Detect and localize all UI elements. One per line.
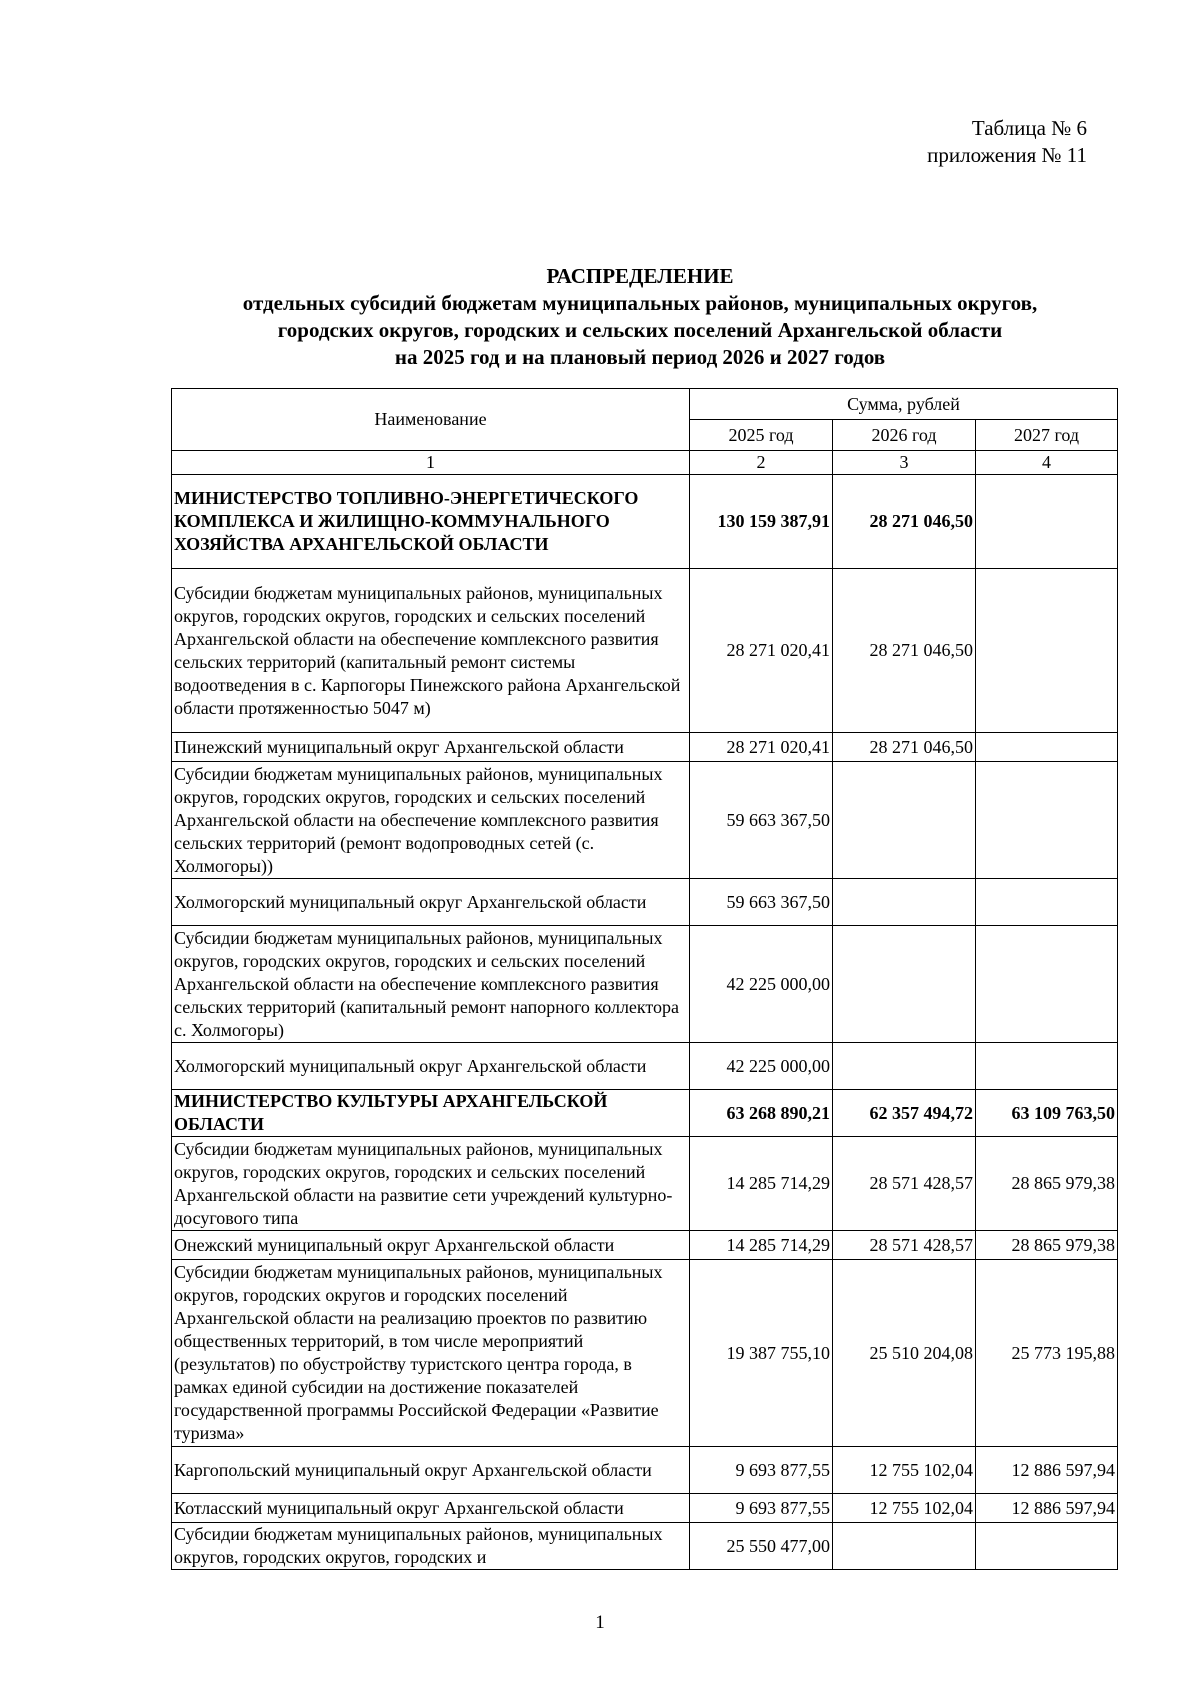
row-2025: 14 285 714,29 — [690, 1231, 833, 1260]
table-row — [172, 1260, 1118, 1447]
row-2026 — [833, 762, 976, 879]
table-row — [172, 1090, 1118, 1137]
document-subtitle-2: городских округов, городских и сельских поселений Архангельской области — [277, 318, 1003, 342]
row-2025: 42 225 000,00 — [690, 926, 833, 1043]
row-2026: 12 755 102,04 — [833, 1494, 976, 1523]
table-row — [172, 879, 1118, 926]
document-title: РАСПРЕДЕЛЕНИЕ — [546, 264, 734, 288]
ref-line-2: приложения № 11 — [927, 143, 1087, 167]
row-2025: 9 693 877,55 — [690, 1494, 833, 1523]
row-name: Субсидии бюджетам муниципальных районов, муниципальных округов, городских округов, городских и сельских поселений Архангельской области на развитие сети учреждений культурно-досугового типа — [172, 1137, 690, 1231]
row-name: Субсидии бюджетам муниципальных районов, муниципальных округов, городских округов, городских и сельских поселений Архангельской области на обеспечение комплексного развития сельских территорий (капитальный ремонт напорного коллектора с. Холмогоры) — [172, 926, 690, 1043]
document-subtitle-3: на 2025 год и на плановый период 2026 и 2027 годов — [394, 345, 886, 369]
row-name: Пинежский муниципальный округ Архангельской области — [172, 733, 690, 762]
table-row — [172, 1231, 1118, 1260]
row-2027 — [976, 1523, 1118, 1570]
row-2025: 19 387 755,10 — [690, 1260, 833, 1447]
row-name: Котласский муниципальный округ Архангельской области — [172, 1494, 690, 1523]
table-row — [172, 1043, 1118, 1090]
row-2025: 9 693 877,55 — [690, 1447, 833, 1494]
row-name: Субсидии бюджетам муниципальных районов, муниципальных округов, городских округов и городских поселений Архангельской области на реализацию проектов по развитию общественных территорий, в том числе мероприятий (результатов) по обустройству туристского центра города, в рамках единой субсидии на достижение показателей государственной программы Российской Федерации «Развитие туризма» — [172, 1260, 690, 1447]
row-2025: 14 285 714,29 — [690, 1137, 833, 1231]
row-2027 — [976, 569, 1118, 733]
row-2025: 28 271 020,41 — [690, 733, 833, 762]
row-2025: 28 271 020,41 — [690, 569, 833, 733]
row-2025: 59 663 367,50 — [690, 762, 833, 879]
row-2026 — [833, 1523, 976, 1570]
table-row — [172, 1447, 1118, 1494]
index-col-3: 3 — [833, 451, 976, 475]
row-2025: 59 663 367,50 — [690, 879, 833, 926]
document-heading — [170, 263, 1110, 371]
index-col-1: 1 — [172, 451, 690, 475]
table-row — [172, 569, 1118, 733]
row-2027 — [976, 1043, 1118, 1090]
row-2027 — [976, 926, 1118, 1043]
row-name: Онежский муниципальный округ Архангельской области — [172, 1231, 690, 1260]
row-2027: 25 773 195,88 — [976, 1260, 1118, 1447]
row-2026: 12 755 102,04 — [833, 1447, 976, 1494]
row-2026: 62 357 494,72 — [833, 1090, 976, 1137]
row-2025: 25 550 477,00 — [690, 1523, 833, 1570]
row-name: Холмогорский муниципальный округ Архангельской области — [172, 1043, 690, 1090]
distribution-table — [171, 388, 1118, 1570]
header-sum: Сумма, рублей — [690, 389, 1118, 420]
row-2025: 130 159 387,91 — [690, 475, 833, 569]
index-col-2: 2 — [690, 451, 833, 475]
row-2025: 42 225 000,00 — [690, 1043, 833, 1090]
row-2026: 28 271 046,50 — [833, 733, 976, 762]
row-name: Субсидии бюджетам муниципальных районов, муниципальных округов, городских округов, городских и сельских поселений Архангельской области на обеспечение комплексного развития сельских территорий (ремонт водопроводных сетей (с. Холмогоры)) — [172, 762, 690, 879]
table-row — [172, 1137, 1118, 1231]
row-name: Субсидии бюджетам муниципальных районов, муниципальных округов, городских округов, городских и — [172, 1523, 690, 1570]
row-2027: 12 886 597,94 — [976, 1447, 1118, 1494]
row-2026 — [833, 1043, 976, 1090]
ref-line-1: Таблица № 6 — [971, 116, 1087, 140]
row-2027: 28 865 979,38 — [976, 1137, 1118, 1231]
row-name: Субсидии бюджетам муниципальных районов, муниципальных округов, городских округов, городских и сельских поселений Архангельской области на обеспечение комплексного развития сельских территорий (капитальный ремонт системы водоотведения в с. Карпогоры Пинежского района Архангельской области протяженностью 5047 м) — [172, 569, 690, 733]
row-2027 — [976, 879, 1118, 926]
row-name: Холмогорский муниципальный округ Архангельской области — [172, 879, 690, 926]
table-header-row — [172, 389, 1118, 420]
row-2026: 28 571 428,57 — [833, 1231, 976, 1260]
row-2026: 28 571 428,57 — [833, 1137, 976, 1231]
table-row — [172, 475, 1118, 569]
table-row — [172, 1494, 1118, 1523]
row-2027 — [976, 762, 1118, 879]
table-row — [172, 926, 1118, 1043]
table-row — [172, 733, 1118, 762]
header-year-2027: 2027 год — [976, 420, 1118, 451]
index-col-4: 4 — [976, 451, 1118, 475]
table-reference — [927, 115, 1087, 169]
table-index-row — [172, 451, 1118, 475]
row-2025: 63 268 890,21 — [690, 1090, 833, 1137]
row-2026 — [833, 879, 976, 926]
row-name: Каргопольский муниципальный округ Архангельской области — [172, 1447, 690, 1494]
row-2027 — [976, 733, 1118, 762]
document-subtitle-1: отдельных субсидий бюджетам муниципальных районов, муниципальных округов, — [242, 291, 1038, 315]
row-2026: 28 271 046,50 — [833, 569, 976, 733]
table-row — [172, 1523, 1118, 1570]
row-2026: 28 271 046,50 — [833, 475, 976, 569]
row-2027: 28 865 979,38 — [976, 1231, 1118, 1260]
header-year-2025: 2025 год — [690, 420, 833, 451]
row-name: МИНИСТЕРСТВО КУЛЬТУРЫ АРХАНГЕЛЬСКОЙ ОБЛАСТИ — [172, 1090, 690, 1137]
row-2026: 25 510 204,08 — [833, 1260, 976, 1447]
header-year-2026: 2026 год — [833, 420, 976, 451]
row-2027: 63 109 763,50 — [976, 1090, 1118, 1137]
row-2027: 12 886 597,94 — [976, 1494, 1118, 1523]
header-name: Наименование — [172, 389, 690, 451]
table-row — [172, 762, 1118, 879]
page-number: 1 — [595, 1612, 605, 1633]
row-2027 — [976, 475, 1118, 569]
row-2026 — [833, 926, 976, 1043]
row-name: МИНИСТЕРСТВО ТОПЛИВНО-ЭНЕРГЕТИЧЕСКОГО КОМПЛЕКСА И ЖИЛИЩНО-КОММУНАЛЬНОГО ХОЗЯЙСТВА АРХАНГЕЛЬСКОЙ ОБЛАСТИ — [172, 475, 690, 569]
